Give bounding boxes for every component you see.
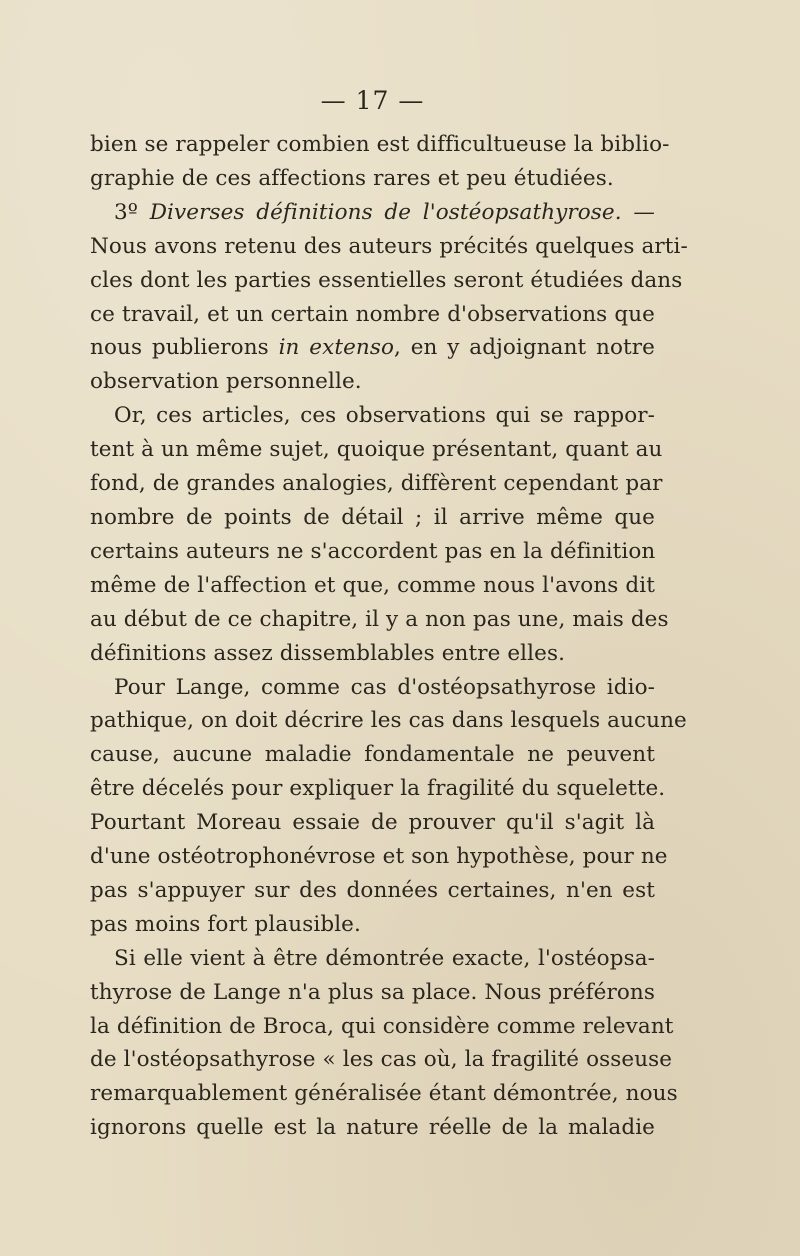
text-line: au début de ce chapitre, il y a non pas une, mais des bbox=[90, 606, 669, 632]
text-line: fond, de grandes analogies, diffèrent cependant par bbox=[90, 471, 663, 497]
text-line: pathique, on doit décrire les cas dans lesquels aucune bbox=[90, 708, 687, 734]
text-line: être décelés pour expliquer la fragilité du squelette. bbox=[90, 776, 666, 802]
text-line: la définition de Broca, qui considère comme relevant bbox=[90, 1013, 674, 1039]
text-line: tent à un même sujet, quoique présentant, quant au bbox=[90, 437, 663, 463]
text-line: observation personnelle. bbox=[90, 369, 362, 395]
page-number: — 17 — bbox=[320, 86, 425, 115]
text-line: Pour Lange, comme cas d'ostéopsathyrose idio- bbox=[114, 674, 655, 700]
text-segment: nous publierons bbox=[90, 335, 279, 361]
text-line: ce travail, et un certain nombre d'observations que bbox=[90, 301, 655, 327]
text-line: de l'ostéopsathyrose « les cas où, la fragilité osseuse bbox=[90, 1047, 673, 1073]
text-line: ignorons quelle est la nature réelle de la maladie bbox=[90, 1115, 655, 1141]
text-line-with-italic bbox=[90, 331, 655, 365]
text-line: définitions assez dissemblables entre elles. bbox=[90, 640, 566, 666]
text-line: Nous avons retenu des auteurs précités quelques arti- bbox=[90, 233, 688, 259]
text-line: graphie de ces affections rares et peu étudiées. bbox=[90, 165, 614, 191]
text-line: Si elle vient à être démontrée exacte, l'ostéopsa- bbox=[114, 945, 655, 971]
paragraph-5 bbox=[90, 942, 678, 1145]
heading-line bbox=[90, 196, 655, 230]
paragraph-3 bbox=[90, 399, 669, 670]
section-number: 3º bbox=[114, 199, 138, 225]
text-line: pas moins fort plausible. bbox=[90, 911, 361, 937]
text-line: Or, ces articles, ces observations qui se rappor- bbox=[114, 403, 655, 429]
text-line: cause, aucune maladie fondamentale ne peuvent bbox=[90, 742, 655, 768]
paragraph-1 bbox=[90, 128, 670, 196]
text-line: thyrose de Lange n'a plus sa place. Nous préférons bbox=[90, 979, 655, 1005]
text-line: même de l'affection et que, comme nous l'avons dit bbox=[90, 572, 655, 598]
body-text bbox=[90, 128, 688, 1145]
text-line: pas s'appuyer sur des données certaines, n'en est bbox=[90, 877, 655, 903]
text-line: remarquablement généralisée étant démontrée, nous bbox=[90, 1081, 678, 1107]
text-line: d'une ostéotrophonévrose et son hypothèse, pour ne bbox=[90, 844, 668, 870]
heading-dash: — bbox=[621, 199, 655, 225]
text-line: Pourtant Moreau essaie de prouver qu'il s'agit là bbox=[90, 810, 655, 836]
text-line: certains auteurs ne s'accordent pas en la définition bbox=[90, 538, 656, 564]
text-segment: , en y adjoignant notre bbox=[394, 335, 655, 361]
text-line: bien se rappeler combien est difficultueuse la biblio- bbox=[90, 132, 670, 157]
italic-term: in extenso bbox=[278, 335, 395, 361]
text-line: cles dont les parties essentielles seront étudiées dans bbox=[90, 267, 683, 293]
paragraph-4 bbox=[90, 671, 687, 942]
paragraph-2 bbox=[90, 196, 688, 399]
section-heading: Diverses définitions de l'ostéopsathyrose. bbox=[149, 199, 622, 225]
text-line: nombre de points de détail ; il arrive même que bbox=[90, 504, 655, 530]
